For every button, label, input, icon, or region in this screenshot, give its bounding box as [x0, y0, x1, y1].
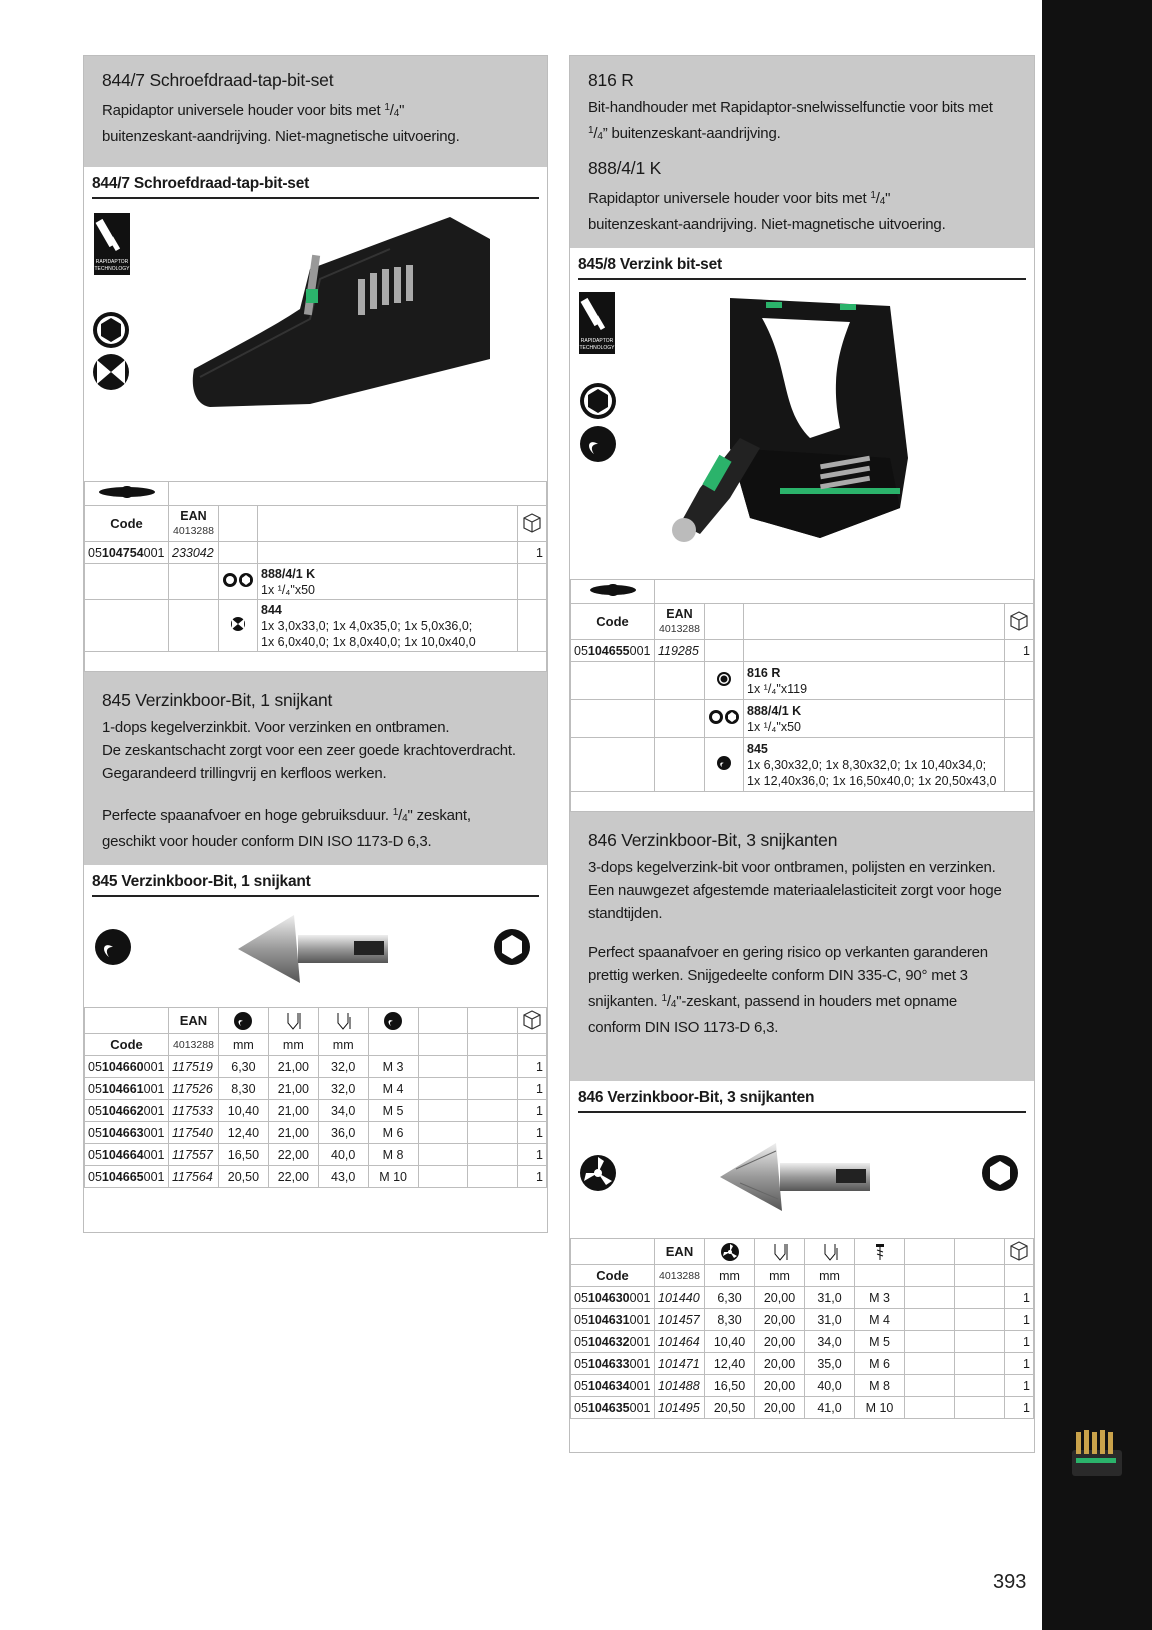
- product-image-845-8: [670, 288, 920, 550]
- product-intro-846: [570, 812, 1034, 1081]
- hex-socket-small-icon: [716, 671, 732, 687]
- component-icon-cell: [219, 600, 258, 652]
- package-cell: [518, 506, 547, 542]
- section-heading: 845/8 Verzink bit-set: [578, 248, 1026, 280]
- table-row: 05104660001 117519 6,30 21,00 32,0 M 3 1: [85, 1056, 547, 1078]
- product-title-2: 888/4/1 K: [588, 158, 662, 178]
- product-image-844-7: [190, 209, 510, 409]
- shape-cell: [85, 482, 169, 506]
- rapidaptor-icon: [94, 213, 130, 275]
- hex-socket-pair-icon: [708, 709, 740, 725]
- ean-header: EAN: [168, 1008, 218, 1034]
- ean-header: EAN 4013288: [169, 506, 219, 542]
- package-icon: [521, 511, 543, 533]
- product-intro-845: [84, 672, 547, 865]
- svg-text:TECHNOLOGY: TECHNOLOGY: [94, 266, 130, 272]
- thread-size-icon: [383, 1011, 403, 1031]
- product-description: Bit-handhouder met Rapidaptor-snelwisselfunctie voor bits met $^1$/4” buitenzeskant-aandrijving.: [588, 99, 993, 142]
- table-row: 05104665001 117564 20,50 22,00 43,0 M 10 1: [85, 1166, 547, 1188]
- product-description-2: Rapidaptor universele houder voor bits met $^1$/4" buitenzeskant-aandrijving. Niet-magnetische uitvoering.: [588, 190, 946, 233]
- product-title: 816 R: [588, 70, 634, 90]
- section-heading: 844/7 Schroefdraad-tap-bit-set: [92, 167, 539, 199]
- hex-socket-icon: [91, 310, 131, 350]
- table-row: 05104661001 117526 8,30 21,00 32,0 M 4 1: [85, 1078, 547, 1100]
- bit-holder-icon: [588, 582, 638, 598]
- code-header: Code: [85, 506, 169, 542]
- component-845: 845 1x 6,30x32,0; 1x 8,30x32,0; 1x 10,40x34,0; 1x 12,40x36,0; 1x 16,50x40,0; 1x 20,50x43,0: [744, 738, 1005, 792]
- product-figure: [84, 199, 547, 481]
- countersink-3-flute-icon: [578, 1153, 618, 1193]
- total-length-icon: [333, 1011, 353, 1031]
- product-description-2: Perfecte spaanafvoer en hoge gebruiksduur. $^1$/4" zeskant, geschikt voor houder conform DIN ISO 1173-D 6,3.: [102, 807, 471, 850]
- package-icon: [1008, 609, 1030, 631]
- screw-icon: [870, 1242, 890, 1262]
- svg-text:TECHNOLOGY: TECHNOLOGY: [579, 345, 615, 351]
- tap-bit-icon: [91, 352, 131, 392]
- product-intro-844-7: [84, 56, 547, 167]
- table-row: 05104635001 101495 20,50 20,00 41,0 M 10 1: [571, 1397, 1034, 1419]
- table-row: 05104662001 117533 10,40 21,00 34,0 M 5 1: [85, 1100, 547, 1122]
- rapidaptor-icon: [579, 292, 615, 354]
- product-title: 844/7 Schroefdraad-tap-bit-set: [102, 70, 334, 90]
- product-image-845: [234, 909, 394, 989]
- length-icon: [283, 1011, 303, 1031]
- component-icons: [219, 564, 258, 600]
- product-table-845-8: Code EAN 4013288 05104655001 119285 1 816 R 1x ¹/₄"x119 888/4/1 K 1x ¹/₄"x50 845 1x 6,30x32,0; 1x 8,30x32,0; 1x 10,40x34,0; 1x 12,40x36,0; 1x 16,50x40,0; 1x 20,50x43,0: [570, 579, 1034, 812]
- diameter-icon: [233, 1011, 253, 1031]
- table-row: 05104630001 101440 6,30 20,00 31,0 M 3 1: [571, 1287, 1034, 1309]
- table-row: 05104632001 101464 10,40 20,00 34,0 M 5 1: [571, 1331, 1034, 1353]
- hex-socket-icon: [578, 381, 618, 421]
- right-column: [569, 55, 1035, 1453]
- table-row: 05104664001 117557 16,50 22,00 40,0 M 8 1: [85, 1144, 547, 1166]
- product-title: 845 Verzinkboor-Bit, 1 snijkant: [102, 690, 333, 710]
- left-column: [83, 55, 548, 1233]
- hex-socket-pair-icon: [222, 572, 254, 588]
- section-heading: 845 Verzinkboor-Bit, 1 snijkant: [92, 865, 539, 897]
- article-code: 05104655001: [571, 640, 655, 662]
- table-row: 05104634001 101488 16,50 20,00 40,0 M 8 1: [571, 1375, 1034, 1397]
- component-844: 844 1x 3,0x33,0; 1x 4,0x35,0; 1x 5,0x36,0; 1x 6,0x40,0; 1x 8,0x40,0; 1x 10,0x40,0: [258, 600, 518, 652]
- bit-set-thumbnail-icon: [1066, 1424, 1128, 1482]
- table-row: 05104631001 101457 8,30 20,00 31,0 M 4 1: [571, 1309, 1034, 1331]
- diameter-icon: [720, 1242, 740, 1262]
- product-intro-816r-888: [570, 56, 1034, 248]
- section-heading: 846 Verzinkboor-Bit, 3 snijkanten: [578, 1081, 1026, 1113]
- product-table-846: EAN Code 4013288 mm mm mm 05104630001 101440 6,30 20,00 31,0 M 3 1 05104631001 101457 8,30 20,00 31,0 M 4 1 05104632001 101464 10,40 20,00 34,0 M 5 1 05104633001 101471 12,40 20,00 35,0 M 6 1 05104634001 101488 16,50 20,00 40,0 M 8 1 05104635001 101495 20,50 20,00 41,0 M 10 1: [570, 1238, 1034, 1419]
- hex-shank-icon: [492, 927, 532, 967]
- side-bar: [1042, 0, 1152, 1630]
- table-row: 05104633001 101471 12,40 20,00 35,0 M 6 1: [571, 1353, 1034, 1375]
- product-description: 3-dops kegelverzink-bit voor ontbramen, polijsten en verzinken. Een nauwgezet afgestemde materiaalelasticiteit zorgt voor hoge standtijden.: [588, 859, 1002, 922]
- product-description: 1-dops kegelverzinkbit. Voor verzinken en ontbramen. De zeskantschacht zorgt voor een zeer goede krachtoverdracht. Gegarandeerd trillingvrij en kerfloos werken.: [102, 719, 516, 782]
- code-header: Code: [571, 604, 655, 640]
- product-image-846: [716, 1137, 876, 1217]
- component-888-4-1-k: 888/4/1 K 1x ¹/₄"x50: [744, 700, 1005, 738]
- countersink-1-flute-icon: [93, 927, 133, 967]
- product-figure: [570, 280, 1034, 579]
- product-table-844-7: [84, 481, 547, 672]
- product-description-2: Perfect spaanafvoer en gering risico op verkanten garanderen prettig werken. Snijgedeelte conform DIN 335-C, 90° met 3 snijkanten. $^1$/4"-zeskant, passend in houders met opname conform DIN ISO 1173-D 6,3.: [588, 944, 988, 1036]
- article-code: 05104754001: [85, 542, 169, 564]
- product-figure: [570, 1113, 1034, 1238]
- ean-header: EAN 4013288: [655, 604, 705, 640]
- svg-text:RAPIDAPTOR: RAPIDAPTOR: [95, 259, 129, 265]
- component-816-r: 816 R 1x ¹/₄"x119: [744, 662, 1005, 700]
- product-description: Rapidaptor universele houder voor bits met $^1$/4" buitenzeskant-aandrijving. Niet-magnetische uitvoering.: [102, 102, 460, 145]
- package-icon: [521, 1008, 543, 1030]
- countersink-icon: [578, 424, 618, 464]
- product-table-845: EAN Code 4013288 mm mm mm 05104660001 117519 6,30 21,00 32,0 M 3 1 05104661001 117526 8,30 21,00 32,0 M 4 1 05104662001 117533 10,40 21,00 34,0 M 5 1 05104663001 117540 12,40 21,00 36,0 M 6 1 05104664001 117557 16,50 22,00 40,0 M 8 1 05104665001 117564 20,50 22,00 43,0 M 10 1: [84, 1007, 547, 1188]
- rapidaptor-badge: [579, 292, 615, 354]
- total-length-icon: [820, 1242, 840, 1262]
- rapidaptor-badge: [94, 213, 130, 275]
- length-icon: [770, 1242, 790, 1262]
- page-number: 393: [993, 1571, 1027, 1593]
- hex-shank-icon: [980, 1153, 1020, 1193]
- product-figure: [84, 897, 547, 1007]
- quantity: 1: [518, 542, 547, 564]
- component-888-4-1-k: 888/4/1 K 1x ¹/₄"x50: [258, 564, 518, 600]
- countersink-small-icon: [716, 755, 732, 771]
- tap-bit-small-icon: [230, 616, 246, 632]
- table-row: 05104663001 117540 12,40 21,00 36,0 M 6 1: [85, 1122, 547, 1144]
- svg-text:RAPIDAPTOR: RAPIDAPTOR: [580, 338, 614, 344]
- code-header: Code: [85, 1034, 169, 1056]
- ean-code: 233042: [169, 542, 219, 564]
- package-icon: [1008, 1239, 1030, 1261]
- bit-holder-icon: [97, 484, 157, 500]
- product-title: 846 Verzinkboor-Bit, 3 snijkanten: [588, 830, 838, 850]
